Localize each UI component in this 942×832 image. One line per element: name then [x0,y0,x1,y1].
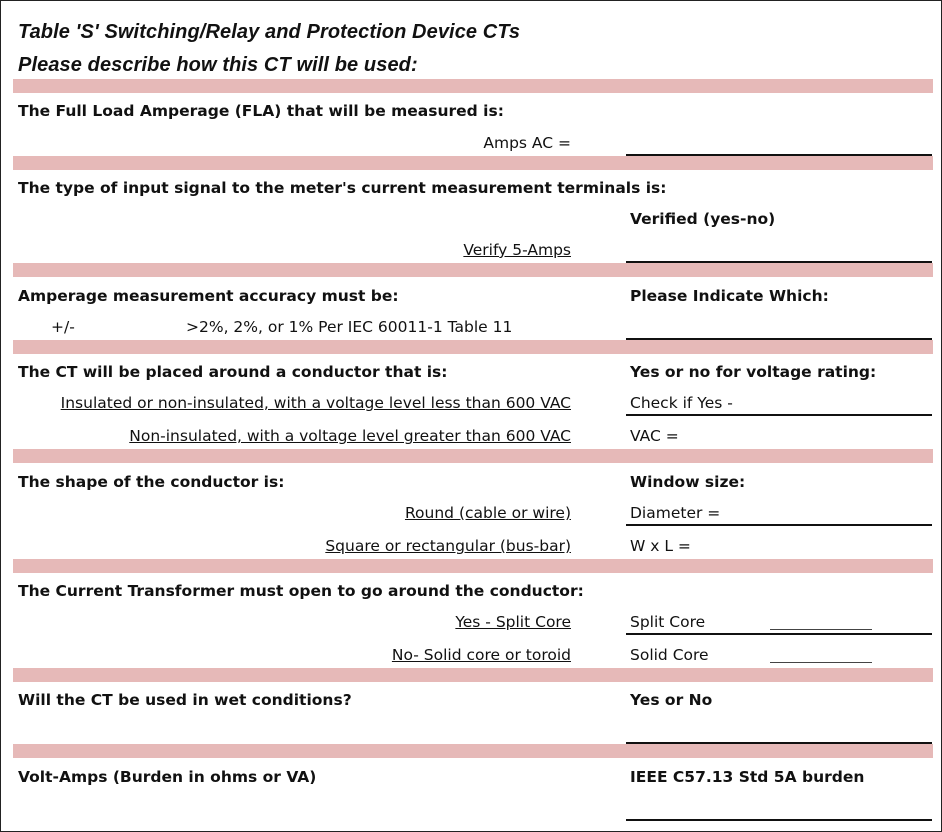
vac-label: VAC = [630,427,679,445]
check-if-yes-label: Check if Yes - [630,394,733,412]
diameter-input-line[interactable] [626,524,932,526]
indicate-heading: Please Indicate Which: [630,287,829,305]
low-voltage-option: Insulated or non-insulated, with a voltage level less than 600 VAC [60,394,571,412]
high-voltage-option: Non-insulated, with a voltage level greater than 600 VAC [129,427,571,445]
wxl-label: W x L = [630,537,691,555]
split-core-option: Yes - Split Core [455,613,571,631]
round-option: Round (cable or wire) [404,504,571,522]
section-divider [13,79,933,93]
accuracy-options: >2%, 2%, or 1% Per IEC 60011-1 Table 11 [186,318,513,336]
check-if-yes-line[interactable] [626,414,932,416]
accuracy-prefix: +/- [51,318,75,336]
section-divider [13,340,933,354]
diameter-label: Diameter = [630,504,721,522]
solid-core-blank[interactable] [770,662,872,663]
square-option: Square or rectangular (bus-bar) [325,537,571,555]
solid-core-option: No- Solid core or toroid [391,646,571,664]
accuracy-heading: Amperage measurement accuracy must be: [18,287,399,305]
opening-heading: The Current Transformer must open to go around the conductor: [18,582,584,600]
section-divider [13,263,933,277]
section-divider [13,449,933,463]
verified-heading: Verified (yes-no) [630,210,776,228]
section-divider [13,668,933,682]
split-core-blank[interactable] [770,629,872,630]
verify-5-amps-label: Verify 5-Amps [463,241,571,259]
burden-input-line[interactable] [626,819,932,821]
burden-heading: Volt-Amps (Burden in ohms or VA) [18,768,317,786]
conductor-heading: The CT will be placed around a conductor that is: [18,363,448,381]
section-divider [13,744,933,758]
yes-or-no-heading: Yes or No [630,691,713,709]
voltage-rating-heading: Yes or no for voltage rating: [630,363,877,381]
section-divider [13,156,933,170]
ieee-burden-heading: IEEE C57.13 Std 5A burden [630,768,865,786]
section-divider [13,559,933,573]
fla-heading: The Full Load Amperage (FLA) that will be measured is: [18,102,504,120]
window-size-heading: Window size: [630,473,746,491]
shape-heading: The shape of the conductor is: [18,473,285,491]
signal-heading: The type of input signal to the meter's current measurement terminals is: [18,179,667,197]
solid-core-label: Solid Core [630,646,709,664]
sheet-subtitle: Please describe how this CT will be used: [18,54,418,76]
wet-heading: Will the CT be used in wet conditions? [18,691,352,709]
sheet-title: Table 'S' Switching/Relay and Protection Device CTs [18,21,521,43]
fla-label: Amps AC = [483,134,571,152]
split-core-label: Split Core [630,613,706,631]
split-core-input-line[interactable] [626,633,932,635]
